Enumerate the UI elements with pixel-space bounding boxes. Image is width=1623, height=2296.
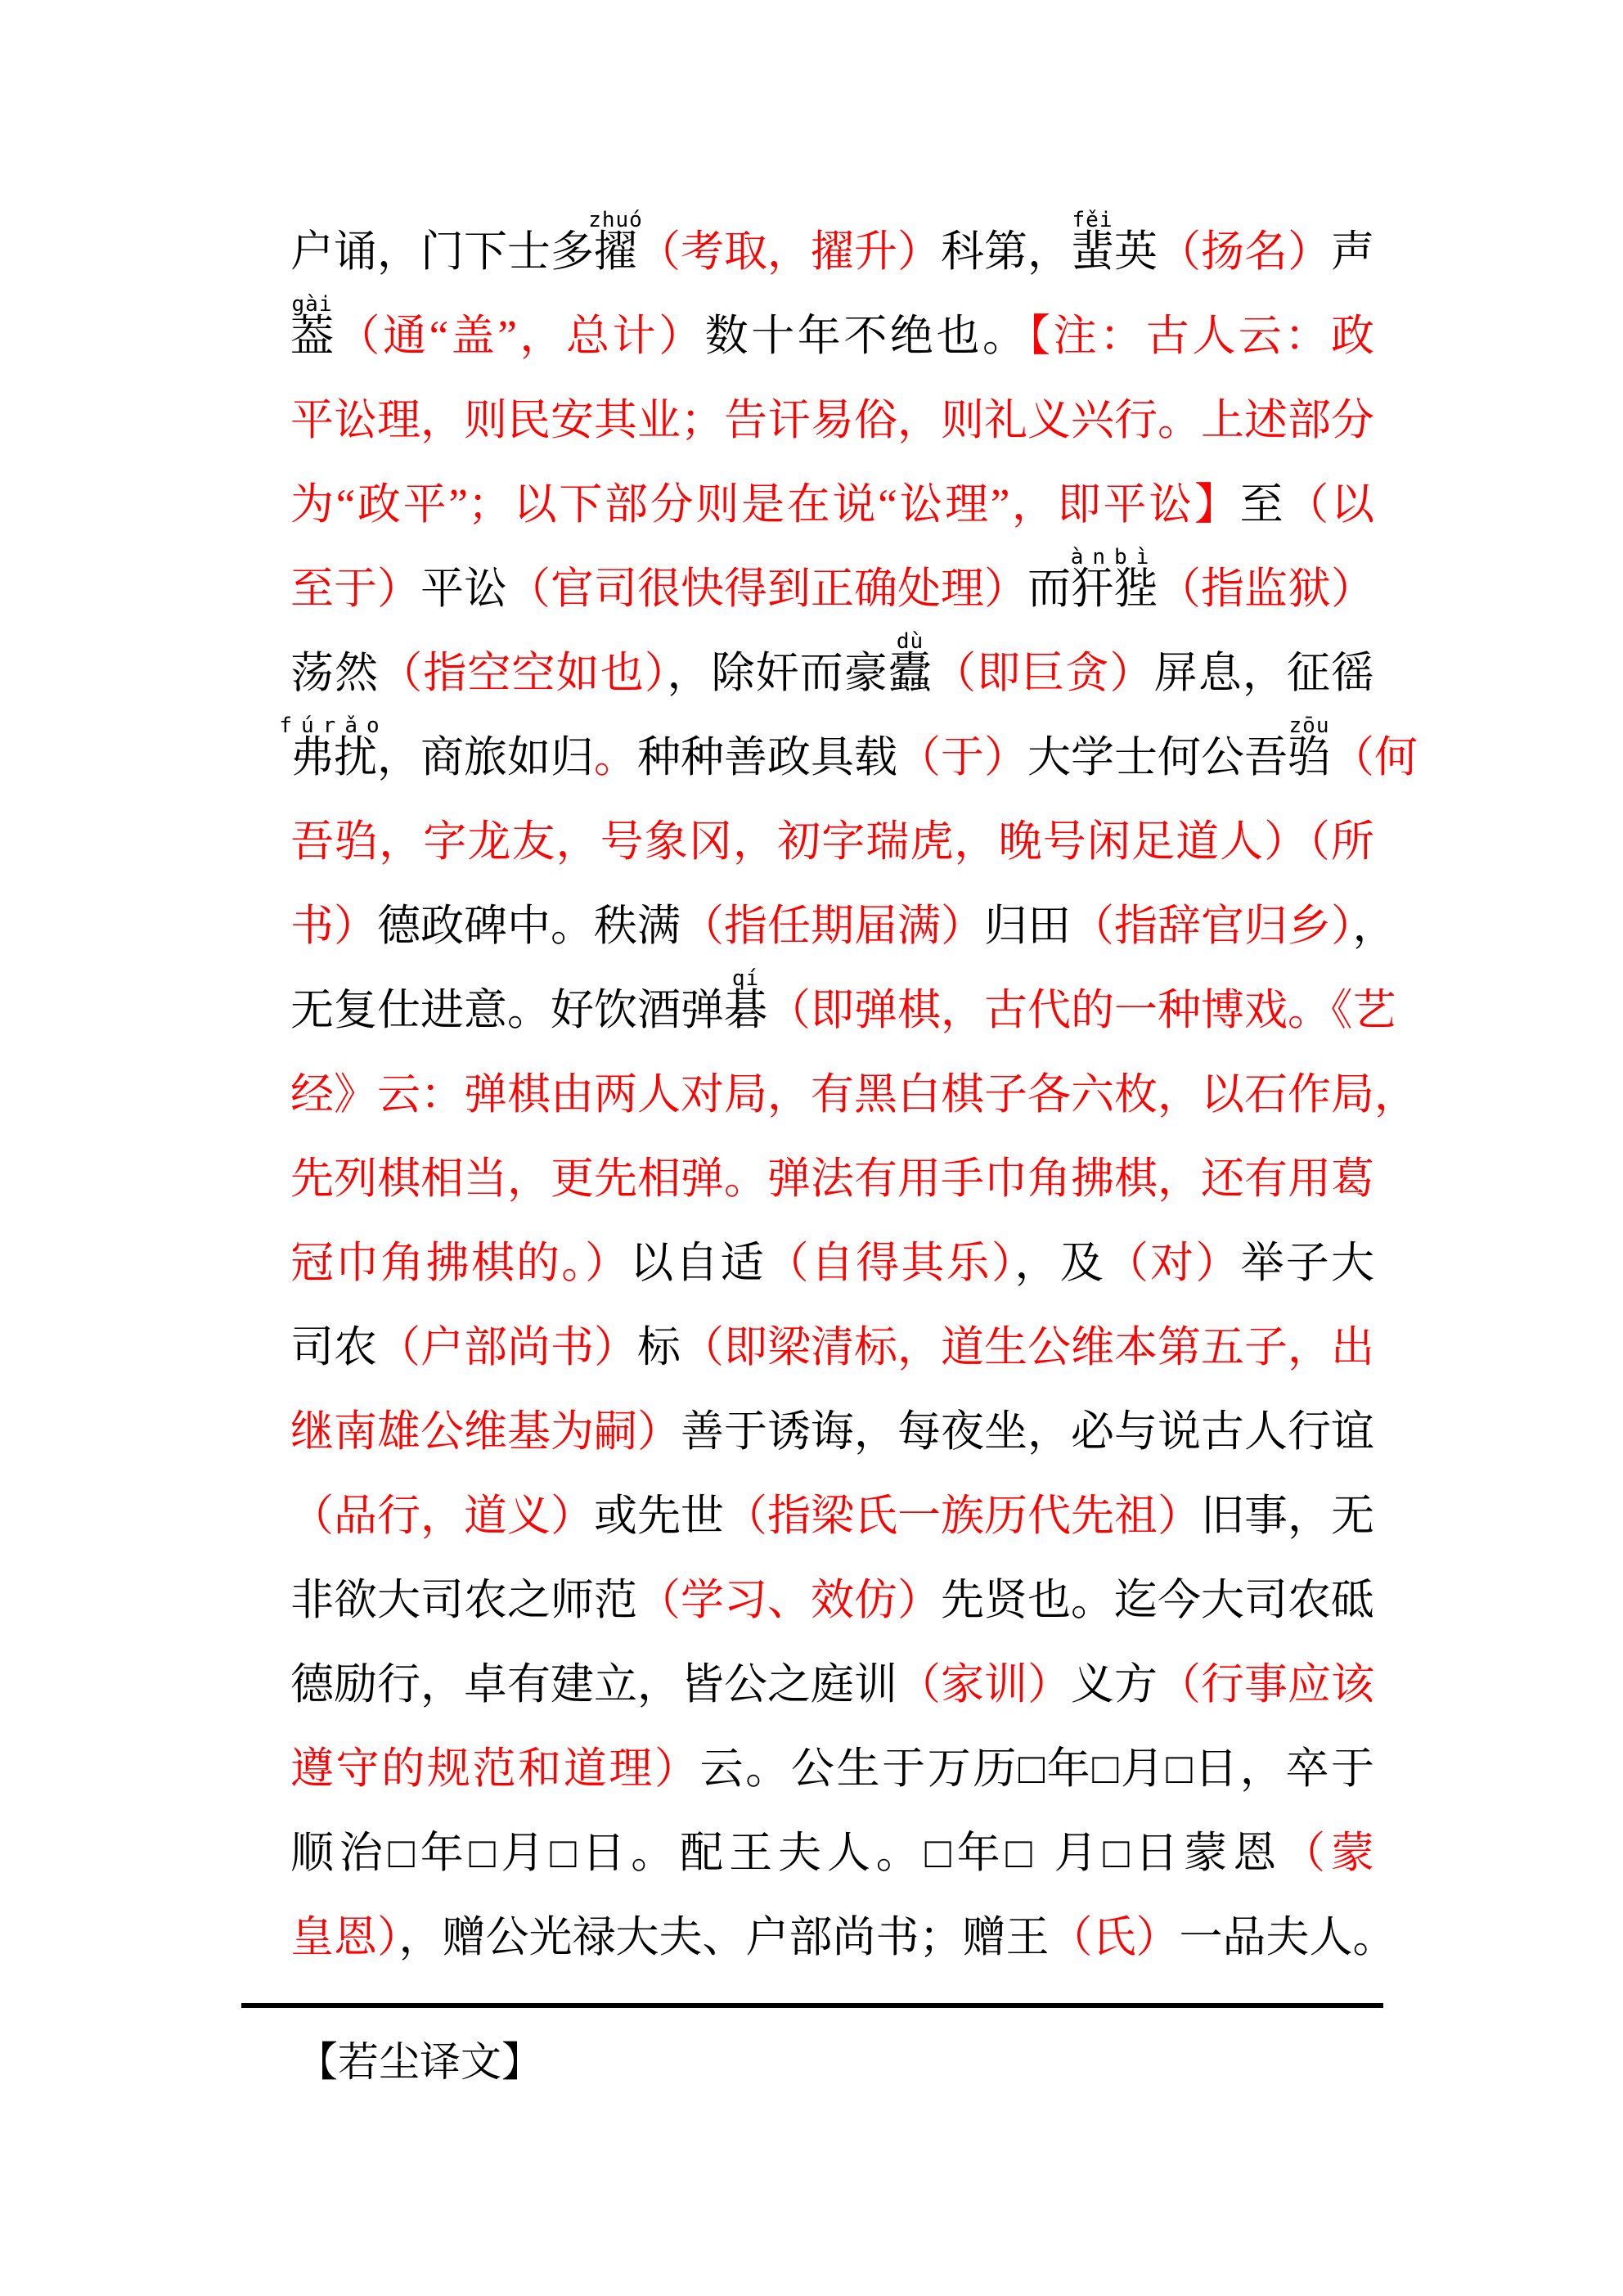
pinyin-annotation: gài bbox=[291, 292, 333, 317]
text-segment: 举子大 bbox=[1240, 1240, 1375, 1287]
ruby-group bbox=[1288, 716, 1331, 800]
text-segment: （于） bbox=[897, 734, 1027, 781]
text-segment: （考取，擢升） bbox=[637, 228, 941, 276]
text-segment: 为“政平”；以下部分则是在说“讼理”，即平讼】 bbox=[290, 481, 1240, 529]
text-segment: ，赠公光禄大夫、户部尚书；赠王 bbox=[398, 1914, 1050, 1961]
text-segment: （以 bbox=[1285, 481, 1375, 529]
text-segment: 归田 bbox=[984, 903, 1071, 950]
text-line bbox=[290, 547, 1374, 632]
text-segment: （对） bbox=[1104, 1240, 1241, 1287]
text-segment: 先贤也。迄今大司农砥 bbox=[941, 1577, 1374, 1624]
pinyin-annotation: fúrǎo bbox=[279, 714, 389, 738]
ruby-group bbox=[588, 208, 643, 295]
text-line bbox=[279, 714, 1418, 800]
text-segment: 荡然 bbox=[290, 650, 380, 697]
text-line bbox=[290, 1390, 1374, 1474]
text-segment: 种种善政具载 bbox=[637, 734, 897, 781]
text-segment: 顺治□年□月□日。配王夫人。□年□ 月□日蒙恩 bbox=[290, 1830, 1283, 1877]
pinyin-annotation: fěi bbox=[1072, 208, 1113, 232]
text-segment: 平讼理，则民安其业；告讦易俗，则礼义兴行。上述部分 bbox=[290, 397, 1374, 444]
text-segment: 以自适 bbox=[630, 1240, 766, 1287]
text-segment: （指任期届满） bbox=[681, 903, 984, 950]
text-segment: （何 bbox=[1331, 734, 1418, 781]
text-segment: （指监狱） bbox=[1158, 565, 1374, 613]
text-segment: 旧事，无 bbox=[1201, 1492, 1374, 1540]
text-segment: （扬名） bbox=[1158, 228, 1331, 276]
ruby-group bbox=[724, 966, 767, 1053]
text-line bbox=[290, 463, 1374, 547]
text-line bbox=[290, 1306, 1374, 1390]
text-line bbox=[290, 1896, 1396, 1980]
text-segment: 平讼 bbox=[420, 565, 507, 613]
text-segment: 声 bbox=[1331, 228, 1374, 276]
text-segment: 碁 bbox=[724, 987, 767, 1034]
text-segment: 蜚 bbox=[1071, 228, 1114, 276]
text-segment: （家训） bbox=[897, 1661, 1071, 1708]
text-block bbox=[279, 208, 1418, 1980]
text-segment: 【注：古人云：政 bbox=[1028, 313, 1374, 360]
text-segment: 书） bbox=[290, 903, 377, 950]
ruby-group bbox=[1071, 210, 1114, 295]
text-line bbox=[290, 1643, 1374, 1727]
ruby-group bbox=[888, 629, 932, 716]
text-segment: （户部尚书） bbox=[377, 1324, 637, 1371]
text-segment: （指梁氏一族历代先祖） bbox=[724, 1492, 1201, 1540]
text-segment: 大学士何公吾 bbox=[1027, 734, 1288, 781]
text-segment: 继南雄公维基为嗣） bbox=[290, 1408, 681, 1456]
text-segment: ， bbox=[1352, 903, 1396, 950]
text-segment: 德政碑中。秩满 bbox=[377, 903, 681, 950]
text-segment: 非欲大司农之师范 bbox=[290, 1577, 637, 1624]
pinyin-annotation: zhuó bbox=[588, 208, 643, 232]
text-segment: 一品夫人。 bbox=[1179, 1914, 1396, 1961]
pinyin-annotation: zōu bbox=[1288, 714, 1330, 738]
text-segment: 至 bbox=[1239, 481, 1286, 529]
text-segment: （学习、效仿） bbox=[637, 1577, 941, 1624]
pinyin-annotation: qí bbox=[731, 966, 760, 991]
text-segment: 义方 bbox=[1071, 1661, 1158, 1708]
text-segment: （品行，道义） bbox=[290, 1492, 594, 1540]
text-line bbox=[290, 1727, 1374, 1812]
text-segment: 户诵，门下士多 bbox=[290, 228, 594, 276]
text-segment: （指空空如也） bbox=[379, 650, 668, 697]
text-segment: （即弹棋，古代的一种博戏。《艺 bbox=[767, 987, 1396, 1034]
text-line bbox=[290, 1559, 1374, 1643]
ruby-group bbox=[279, 714, 389, 800]
footer-translation-label: 【若尘译文】 bbox=[297, 2039, 542, 2085]
text-segment: 先列棋相当，更先相弹。弹法有用手巾角拂棋，还有用葛 bbox=[290, 1155, 1374, 1203]
text-segment: 葢 bbox=[290, 313, 334, 360]
footnote-divider bbox=[241, 2003, 1383, 2008]
text-segment: 弗扰 bbox=[290, 734, 377, 781]
text-segment: 善于诱诲，每夜坐，必与说古人行谊 bbox=[681, 1408, 1374, 1456]
text-segment: （自得其乐） bbox=[765, 1240, 1015, 1287]
text-segment: 吾驺，字龙友，号象冈，初字瑞虎，晚号闲足道人）（所 bbox=[290, 818, 1374, 866]
text-segment: 至于） bbox=[290, 565, 420, 613]
text-segment: （即巨贪） bbox=[931, 650, 1154, 697]
text-segment: 科第， bbox=[941, 228, 1071, 276]
text-segment: 驺 bbox=[1288, 734, 1331, 781]
text-segment: 经》云：弹棋由两人对局，有黑白棋子各六枚，以石作局， bbox=[290, 1071, 1418, 1119]
text-line bbox=[290, 966, 1396, 1053]
text-segment: 遵守的规范和道理） bbox=[290, 1745, 700, 1793]
text-line bbox=[290, 292, 1374, 379]
text-segment: 而 bbox=[1027, 565, 1071, 613]
text-segment: （蒙 bbox=[1282, 1830, 1374, 1877]
text-line bbox=[290, 885, 1396, 969]
text-segment: 数十年不绝也。 bbox=[704, 313, 1029, 360]
text-segment: （氏） bbox=[1049, 1914, 1180, 1961]
text-segment: 皇恩） bbox=[290, 1914, 399, 1961]
text-segment: （行事应该 bbox=[1158, 1661, 1374, 1708]
text-segment: ，及 bbox=[1014, 1240, 1105, 1287]
text-line bbox=[290, 379, 1374, 463]
text-segment: 擢 bbox=[594, 228, 637, 276]
text-line bbox=[290, 1053, 1418, 1137]
text-segment: 冠巾角拂棋的。） bbox=[290, 1240, 631, 1287]
text-line bbox=[290, 1812, 1374, 1896]
text-segment: 犴狴 bbox=[1071, 565, 1158, 613]
text-line bbox=[290, 800, 1374, 885]
text-line bbox=[290, 210, 1374, 295]
text-segment: 英 bbox=[1114, 228, 1158, 276]
text-line bbox=[290, 629, 1375, 716]
text-segment: 蠹 bbox=[888, 650, 932, 697]
text-line bbox=[290, 1474, 1374, 1559]
ruby-group bbox=[290, 292, 334, 379]
text-segment: （通“盖”，总计） bbox=[334, 313, 705, 360]
text-segment: 无复仕进意。好饮酒弹 bbox=[290, 987, 724, 1034]
ruby-group bbox=[1071, 547, 1158, 632]
text-segment: （官司很快得到正确处理） bbox=[507, 565, 1027, 613]
text-segment: 或先世 bbox=[594, 1492, 724, 1540]
pinyin-annotation: ànbì bbox=[1070, 545, 1158, 569]
text-line bbox=[290, 1222, 1374, 1306]
text-segment: （指辞官归乡） bbox=[1071, 903, 1353, 950]
text-segment: 标 bbox=[637, 1324, 681, 1371]
text-segment: ，除奸而豪 bbox=[667, 650, 888, 697]
text-segment: 司农 bbox=[290, 1324, 377, 1371]
text-segment: ，商旅如归 bbox=[377, 734, 594, 781]
text-segment: （即梁清标，道生公维本第五子，出 bbox=[681, 1324, 1374, 1371]
pinyin-annotation: dù bbox=[896, 629, 924, 654]
text-segment: 德励行，卓有建立，皆公之庭训 bbox=[290, 1661, 897, 1708]
text-line bbox=[290, 1137, 1374, 1222]
text-segment: 屏息，征徭 bbox=[1153, 650, 1375, 697]
text-segment: 云。公生于万历□年□月□日，卒于 bbox=[699, 1745, 1374, 1793]
text-segment: 。 bbox=[594, 734, 637, 781]
